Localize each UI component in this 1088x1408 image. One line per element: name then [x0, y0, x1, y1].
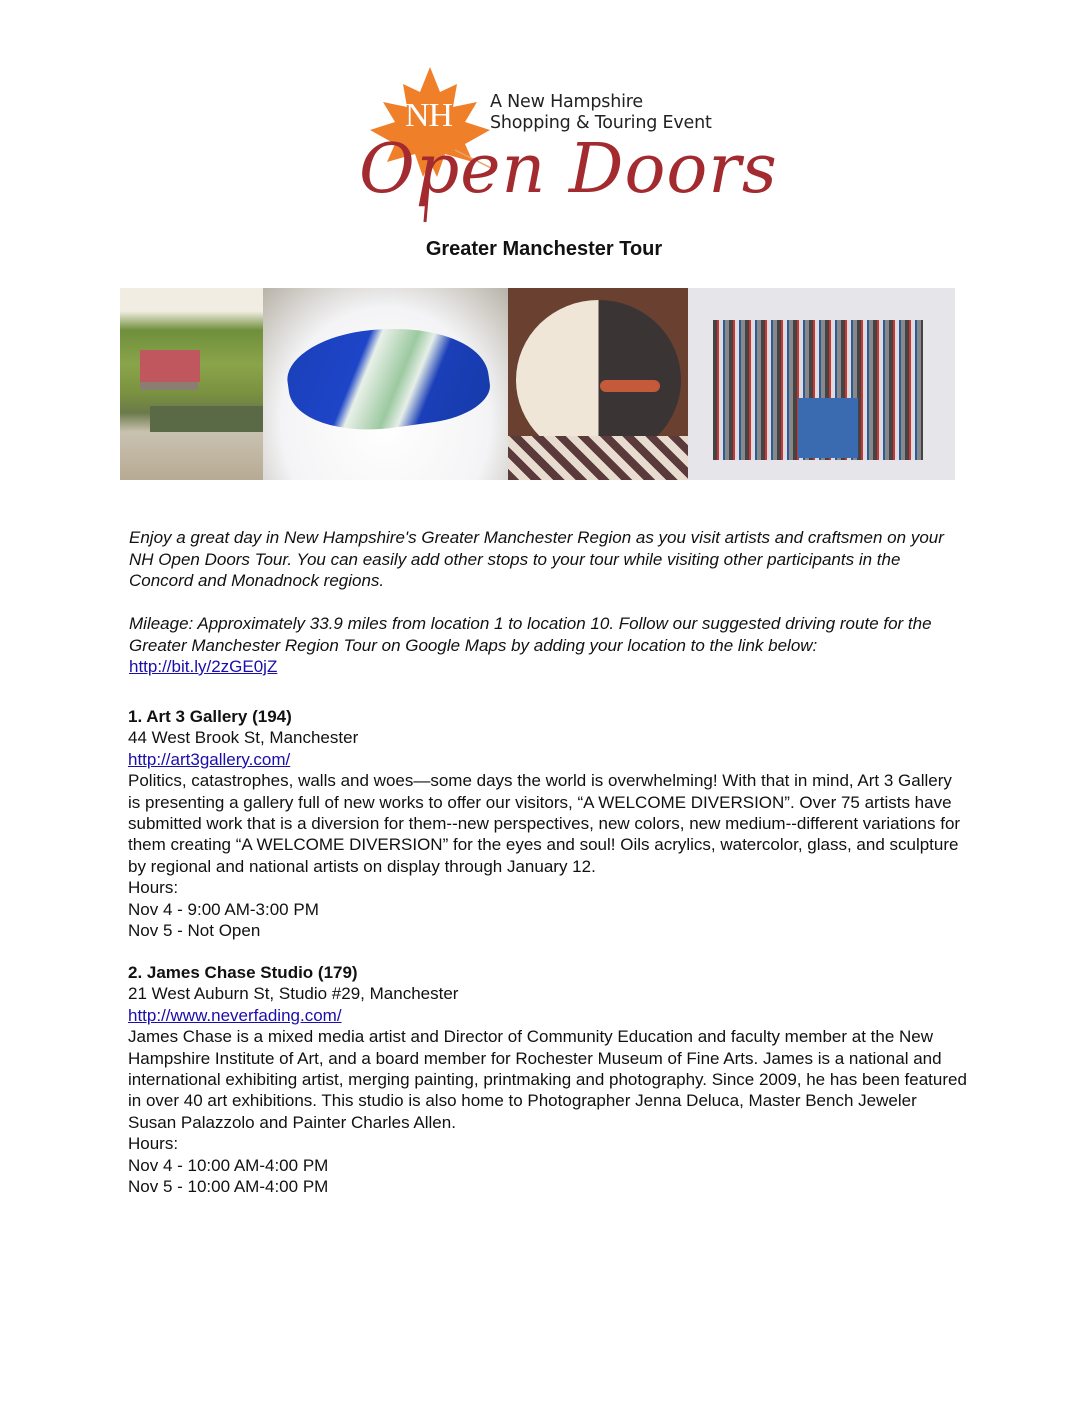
intro-paragraph: Enjoy a great day in New Hampshire's Greater Manchester Region as you visit artists and craftsmen on your NH Open Doors Tour. You can easily add other stops to your tour while visiting other participants in the Concord and Monadnock regions. [129, 528, 944, 590]
hours-label: Hours: [128, 878, 179, 898]
open-doors-script: Open Doors [359, 130, 778, 209]
stop-website-link[interactable]: http://art3gallery.com/ [128, 749, 291, 769]
hours-line: Nov 5 - Not Open [128, 921, 261, 941]
tour-stop-2 [128, 962, 968, 1197]
hours-line: Nov 4 - 10:00 AM-4:00 PM [128, 1155, 329, 1175]
logo-tagline: A New Hampshire Shopping & Touring Event [490, 92, 712, 133]
stop-address: 44 West Brook St, Manchester [128, 728, 359, 748]
mileage-paragraph: Mileage: Approximately 33.9 miles from location 1 to location 10. Follow our suggested driving route for the Greater Manchester Region Tour on Google Maps by adding your location to the link below: [129, 614, 932, 655]
glass-bowl-image [263, 288, 508, 480]
intro-section [129, 527, 959, 678]
nh-badge: NH [405, 97, 453, 134]
tour-stop-1 [128, 706, 968, 941]
stop-heading: 2. James Chase Studio (179) [128, 963, 358, 982]
stop-website-link[interactable]: http://www.neverfading.com/ [128, 1005, 342, 1025]
collage-sculpture-image [688, 288, 955, 480]
stop-description: James Chase is a mixed media artist and Director of Community Education and faculty member at the New Hampshire Institute of Art, and a board member for Rochester Museum of Fine Arts. James is a national and international exhibiting artist, merging painting, printmaking and photography. Since 2009, he has been featured in over 40 art exhibitions. This studio is also home to Photographer Jenna Deluca, Master Bench Jeweler Susan Palazzolo and Painter Charles Allen. [128, 1027, 967, 1132]
hours-line: Nov 5 - 10:00 AM-4:00 PM [128, 1177, 329, 1197]
artwork-banner [120, 288, 955, 480]
page-title: Greater Manchester Tour [425, 238, 663, 260]
hours-line: Nov 4 - 9:00 AM-3:00 PM [128, 899, 319, 919]
stop-address: 21 West Auburn St, Studio #29, Manchester [128, 984, 459, 1004]
mill-painting-image [120, 288, 263, 480]
map-route-link[interactable]: http://bit.ly/2zGE0jZ [129, 657, 278, 676]
stop-description: Politics, catastrophes, walls and woes—some days the world is overwhelming! With that in mind, Art 3 Gallery is presenting a gallery full of new works to offer our visitors, “A WELCOME DIVERSION”. Over 75 artists have submitted work that is a diversion for them--new perspectives, new colors, new medium--different variations for them creating “A WELCOME DIVERSION” for the eyes and soul! Oils acrylics, watercolor, glass, and sculpture by regional and national artists on display through January 12. [128, 771, 961, 876]
nh-open-doors-logo [355, 62, 778, 227]
snowman-plate-image [508, 288, 688, 480]
stop-heading: 1. Art 3 Gallery (194) [128, 707, 292, 726]
hours-label: Hours: [128, 1134, 179, 1154]
